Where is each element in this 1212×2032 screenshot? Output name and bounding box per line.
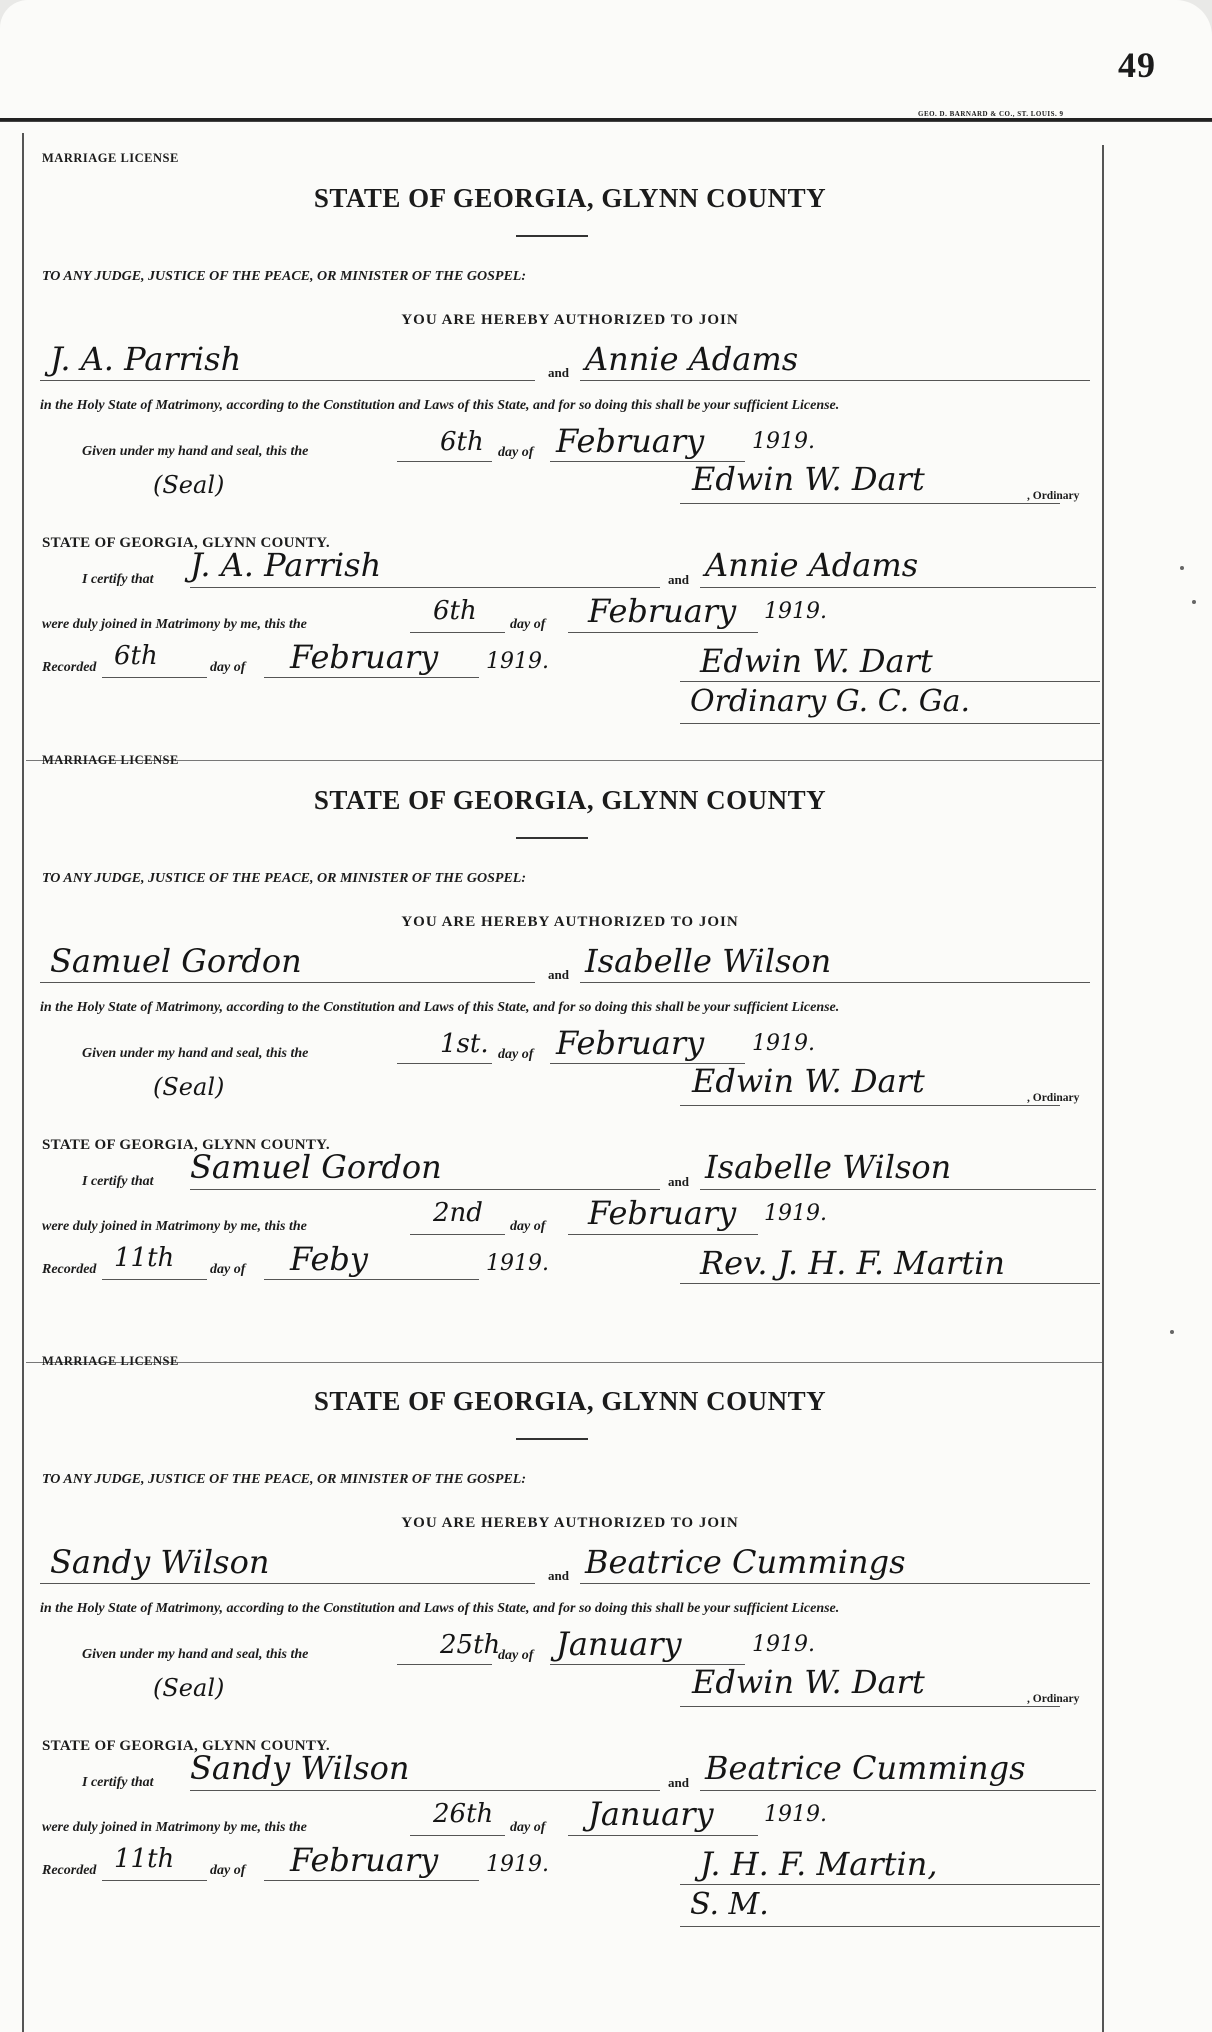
officiant-title-line	[680, 723, 1100, 724]
recorded-month-line	[264, 1279, 479, 1280]
recorded-month-line	[264, 1880, 479, 1881]
recorded-day: 11th	[114, 1844, 175, 1874]
license-heading: MARRIAGE LICENSE	[42, 1354, 179, 1368]
given-under-label: Given under my hand and seal, this the	[82, 1647, 309, 1662]
certificate-heading: STATE OF GEORGIA, GLYNN COUNTY.	[42, 535, 330, 551]
license-record-2	[40, 727, 1100, 1327]
married-year: 1919.	[764, 599, 827, 624]
married-groom-line	[190, 587, 660, 588]
day-of-label: day of	[210, 1262, 246, 1277]
recorded-label: Recorded	[42, 660, 97, 675]
matrimony-text: in the Holy State of Matrimony, according to the Constitution and Laws of this State, and for so doing this shall be your sufficient License.	[40, 1000, 840, 1015]
top-rule	[0, 118, 1212, 122]
groom-line	[40, 380, 535, 381]
ordinary-label: , Ordinary	[1027, 1693, 1080, 1705]
left-frame-rule	[22, 133, 24, 2032]
recorded-day-line	[102, 677, 207, 678]
license-month: February	[556, 1024, 705, 1062]
day-of-label: day of	[498, 1648, 534, 1663]
married-day-line	[410, 632, 505, 633]
day-of-label: day of	[210, 1863, 246, 1878]
recorded-year: 1919.	[486, 1852, 549, 1877]
groom-name: Sandy Wilson	[50, 1543, 270, 1581]
state-county-title: STATE OF GEORGIA, GLYNN COUNTY	[313, 785, 827, 815]
and-label: and	[668, 1174, 689, 1189]
married-groom-name: Sandy Wilson	[190, 1749, 410, 1787]
married-bride-line	[700, 587, 1096, 588]
and-label: and	[668, 572, 689, 587]
authorization-heading: YOU ARE HEREBY AUTHORIZED TO JOIN	[401, 914, 739, 930]
duly-joined-label: were duly joined in Matrimony by me, this the	[42, 1820, 307, 1835]
married-bride-name: Annie Adams	[705, 546, 919, 584]
license-heading: MARRIAGE LICENSE	[42, 753, 179, 767]
seal-mark: (Seal)	[153, 471, 225, 499]
recorded-label: Recorded	[42, 1863, 97, 1878]
recorded-month: February	[290, 638, 439, 676]
title-underline	[516, 837, 588, 839]
and-label: and	[668, 1775, 689, 1790]
ordinary-signature: Edwin W. Dart	[692, 1663, 925, 1701]
license-day-line	[397, 1664, 492, 1665]
recorded-month-line	[264, 677, 479, 678]
right-frame-rule	[1102, 145, 1104, 2032]
recorded-year: 1919.	[486, 649, 549, 674]
recorded-day: 11th	[114, 1243, 175, 1273]
license-day: 6th	[440, 427, 484, 457]
and-label: and	[548, 1568, 569, 1583]
bride-line	[580, 982, 1090, 983]
margin-mark	[1170, 1330, 1174, 1334]
married-day-line	[410, 1234, 505, 1235]
state-county-title: STATE OF GEORGIA, GLYNN COUNTY	[313, 1386, 827, 1416]
seal-mark: (Seal)	[153, 1674, 225, 1702]
day-of-label: day of	[498, 1047, 534, 1062]
and-label: and	[548, 967, 569, 982]
recorded-year: 1919.	[486, 1251, 549, 1276]
authorization-heading: YOU ARE HEREBY AUTHORIZED TO JOIN	[401, 312, 739, 328]
addressee-line: TO ANY JUDGE, JUSTICE OF THE PEACE, OR MINISTER OF THE GOSPEL:	[42, 269, 526, 284]
matrimony-text: in the Holy State of Matrimony, according to the Constitution and Laws of this State, and for so doing this shall be your sufficient License.	[40, 1601, 840, 1616]
addressee-line: TO ANY JUDGE, JUSTICE OF THE PEACE, OR MINISTER OF THE GOSPEL:	[42, 1472, 526, 1487]
married-year: 1919.	[764, 1802, 827, 1827]
day-of-label: day of	[210, 660, 246, 675]
ordinary-label: , Ordinary	[1027, 1092, 1080, 1104]
license-record-3	[40, 1328, 1100, 1928]
day-of-label: day of	[498, 445, 534, 460]
recorded-day-line	[102, 1279, 207, 1280]
married-month: February	[588, 592, 737, 630]
married-bride-line	[700, 1790, 1096, 1791]
married-groom-line	[190, 1790, 660, 1791]
ordinary-signature-line	[680, 1105, 1060, 1106]
certify-label: I certify that	[82, 572, 154, 587]
groom-line	[40, 982, 535, 983]
day-of-label: day of	[510, 617, 546, 632]
ordinary-signature: Edwin W. Dart	[692, 460, 925, 498]
license-month: January	[556, 1625, 682, 1663]
and-label: and	[548, 365, 569, 380]
license-year: 1919.	[752, 1031, 815, 1056]
officiant-signature-line	[680, 681, 1100, 682]
married-groom-name: J. A. Parrish	[190, 546, 382, 584]
married-month: February	[588, 1194, 737, 1232]
ordinary-signature-line	[680, 1706, 1060, 1707]
bride-line	[580, 380, 1090, 381]
married-bride-name: Beatrice Cummings	[705, 1749, 1026, 1787]
bride-line	[580, 1583, 1090, 1584]
page-number: 49	[1118, 45, 1156, 85]
officiant-title: Ordinary G. C. Ga.	[690, 684, 971, 719]
married-groom-line	[190, 1189, 660, 1190]
certify-label: I certify that	[82, 1174, 154, 1189]
duly-joined-label: were duly joined in Matrimony by me, this the	[42, 617, 307, 632]
license-day-line	[397, 1063, 492, 1064]
title-underline	[516, 235, 588, 237]
certificate-heading: STATE OF GEORGIA, GLYNN COUNTY.	[42, 1738, 330, 1754]
married-month-line	[568, 632, 758, 633]
title-underline	[516, 1438, 588, 1440]
license-day: 25th	[440, 1630, 501, 1660]
officiant-signature: Edwin W. Dart	[700, 642, 933, 680]
matrimony-text: in the Holy State of Matrimony, according to the Constitution and Laws of this State, and for so doing this shall be your sufficient License.	[40, 398, 840, 413]
certificate-heading: STATE OF GEORGIA, GLYNN COUNTY.	[42, 1137, 330, 1153]
recorded-month: February	[290, 1841, 439, 1879]
license-year: 1919.	[752, 1632, 815, 1657]
officiant-signature: J. H. F. Martin,	[700, 1845, 938, 1883]
bride-name: Beatrice Cummings	[585, 1543, 906, 1581]
ordinary-signature-line	[680, 503, 1060, 504]
license-heading: MARRIAGE LICENSE	[42, 151, 179, 165]
addressee-line: TO ANY JUDGE, JUSTICE OF THE PEACE, OR MINISTER OF THE GOSPEL:	[42, 871, 526, 886]
ordinary-label: , Ordinary	[1027, 490, 1080, 502]
license-day: 1st.	[440, 1029, 489, 1059]
day-of-label: day of	[510, 1219, 546, 1234]
officiant-title-line	[680, 1926, 1100, 1927]
groom-name: Samuel Gordon	[50, 942, 302, 980]
groom-line	[40, 1583, 535, 1584]
married-bride-line	[700, 1189, 1096, 1190]
license-month: February	[556, 422, 705, 460]
recorded-day: 6th	[114, 641, 158, 671]
bride-name: Annie Adams	[585, 340, 799, 378]
license-record-1	[40, 125, 1100, 725]
seal-mark: (Seal)	[153, 1073, 225, 1101]
recorded-day-line	[102, 1880, 207, 1881]
ordinary-signature: Edwin W. Dart	[692, 1062, 925, 1100]
married-groom-name: Samuel Gordon	[190, 1148, 442, 1186]
married-year: 1919.	[764, 1201, 827, 1226]
officiant-title: S. M.	[690, 1887, 769, 1922]
married-bride-name: Isabelle Wilson	[705, 1148, 952, 1186]
day-of-label: day of	[510, 1820, 546, 1835]
bride-name: Isabelle Wilson	[585, 942, 832, 980]
given-under-label: Given under my hand and seal, this the	[82, 444, 309, 459]
married-day: 2nd	[433, 1198, 483, 1228]
married-day: 6th	[433, 596, 477, 626]
license-year: 1919.	[752, 429, 815, 454]
printer-imprint: GEO. D. BARNARD & CO., ST. LOUIS. 9	[918, 110, 1064, 118]
married-day-line	[410, 1835, 505, 1836]
officiant-signature: Rev. J. H. F. Martin	[700, 1244, 1005, 1282]
authorization-heading: YOU ARE HEREBY AUTHORIZED TO JOIN	[401, 1515, 739, 1531]
state-county-title: STATE OF GEORGIA, GLYNN COUNTY	[313, 183, 827, 213]
recorded-label: Recorded	[42, 1262, 97, 1277]
given-under-label: Given under my hand and seal, this the	[82, 1046, 309, 1061]
married-day: 26th	[433, 1799, 494, 1829]
margin-mark	[1192, 600, 1196, 604]
margin-mark	[1180, 566, 1184, 570]
license-day-line	[397, 461, 492, 462]
married-month-line	[568, 1234, 758, 1235]
recorded-month: Feby	[290, 1240, 368, 1278]
duly-joined-label: were duly joined in Matrimony by me, this the	[42, 1219, 307, 1234]
married-month: January	[588, 1795, 714, 1833]
officiant-signature-line	[680, 1283, 1100, 1284]
groom-name: J. A. Parrish	[50, 340, 242, 378]
certify-label: I certify that	[82, 1775, 154, 1790]
married-month-line	[568, 1835, 758, 1836]
officiant-signature-line	[680, 1884, 1100, 1885]
